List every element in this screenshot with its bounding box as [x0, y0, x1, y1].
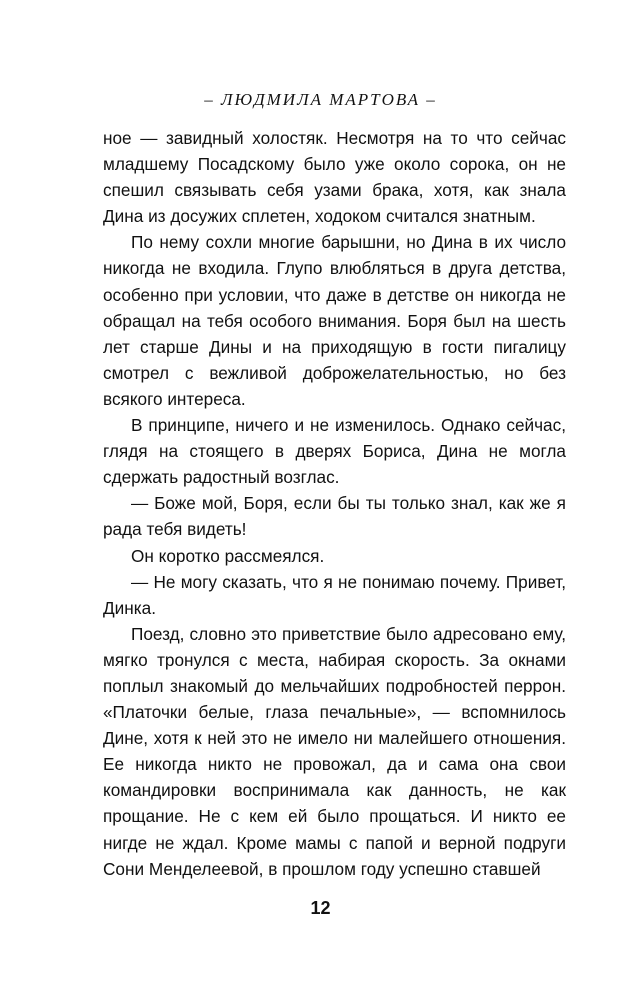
page-number: 12 — [310, 898, 331, 918]
paragraph-3: В принципе, ничего и не изменилось. Однако сейчас, глядя на стоящего в дверях Бориса, Дина не могла сдержать радостный возглас. — [103, 415, 566, 488]
paragraph-1: ное — завидный холостяк. Несмотря на то что сейчас младшему Посадскому было уже около сорока, он не спешил связывать себя узами брака, хотя, как знала Дина из досужих сплетен, ходоком считался знатным. — [103, 128, 566, 227]
paragraph-6: — Не могу сказать, что я не понимаю почему. Привет, Динка. — [103, 571, 566, 618]
paragraph-2: По нему сохли многие барышни, но Дина в их число никогда не входила. Глупо влюбляться в друга детства, особенно при условии, что даже в детстве он никогда не обращал на тебя особого внимания. Боря был на шесть лет старше Дины и на приходящую в гости пигалицу смотрел с вежливой доброжелательностью, но без всякого интереса. — [103, 232, 566, 409]
running-header: – ЛЮДМИЛА МАРТОВА – — [204, 90, 437, 109]
body-text — [103, 125, 566, 882]
paragraph-7: Поезд, словно это приветствие было адресовано ему, мягко тронулся с места, набирая скорость. За окнами поплыл знакомый до мельчайших подробностей перрон. «Платочки белые, глаза печальные», — вспомнилось Дине, хотя к ней это не имело ни малейшего отношения. Ее никогда никто не провожал, да и сама она свои командировки воспринимала как данность, не как прощание. Не с кем ей было прощаться. И никто ее нигде не ждал. Кроме мамы с папой и верной подруги Сони Менделеевой, в прошлом году успешно ставшей — [103, 623, 566, 879]
paragraph-4: — Боже мой, Боря, если бы ты только знал, как же я рада тебя видеть! — [103, 493, 566, 540]
paragraph-5: Он коротко рассмеялся. — [131, 545, 325, 566]
